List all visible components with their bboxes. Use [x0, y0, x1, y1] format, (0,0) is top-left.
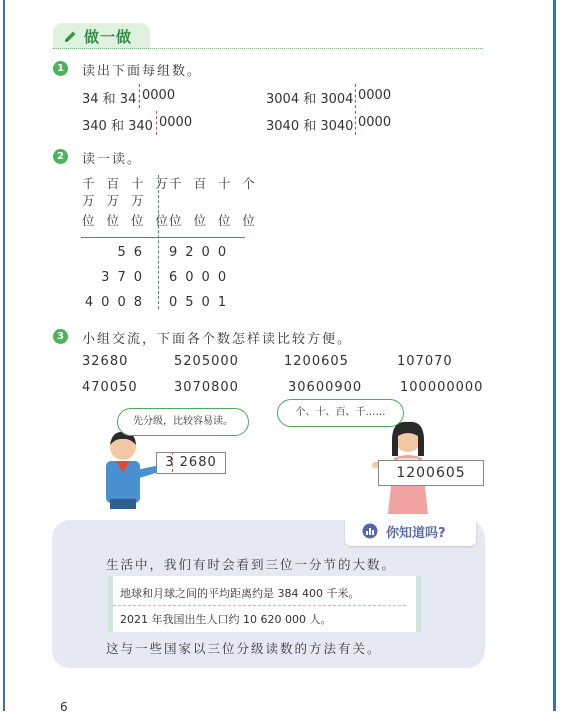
bar-chart-icon [362, 523, 378, 539]
place-suffix-row: 位 位 位 位 [169, 213, 259, 228]
q1-split-mark [355, 84, 356, 108]
fact-births: 2021 年我国出生人口约 10 620 000 人。 [120, 613, 332, 626]
q1-split-mark [139, 84, 140, 108]
wan-digits: 56 [117, 245, 150, 260]
info-intro: 生活中，我们有时会看到三位一分节的大数。 [106, 557, 397, 572]
page-border-right [553, 0, 556, 711]
q2-prompt: 读一读。 [82, 152, 143, 167]
q3-number: 5205000 [174, 354, 239, 369]
q1-item-right: 0000 [358, 115, 392, 130]
q3-number: 1200605 [284, 354, 349, 369]
scroll-divider [113, 605, 406, 606]
ge-level-header [169, 175, 259, 229]
q1-split-mark [355, 111, 356, 135]
q1-split-mark [156, 111, 157, 135]
q1-item-right: 0000 [159, 115, 193, 130]
did-you-know-label: 你知道吗? [386, 526, 446, 541]
wan-digits: 4008 [84, 295, 150, 310]
q3-number: 30600900 [288, 380, 363, 395]
ge-digits: 0501 [169, 295, 235, 310]
q3-number: 470050 [82, 380, 138, 395]
q1-item-left: 3004 和 3004 [266, 92, 354, 107]
q3-number: 3070800 [174, 380, 239, 395]
place-names-row: 千 百 十 万 [82, 176, 172, 191]
ge-digits: 9200 [169, 245, 235, 260]
level-divider [158, 175, 159, 309]
q1-item-right: 0000 [358, 88, 392, 103]
q1-item-left: 34 和 34 [82, 92, 137, 107]
q1-item-left: 3040 和 3040 [266, 119, 354, 134]
question-number-3: 3 [53, 329, 68, 344]
ge-digits: 6000 [169, 270, 235, 285]
section-title: 做一做 [84, 28, 133, 46]
page-border-left [3, 0, 5, 711]
card-split-mark [172, 452, 173, 472]
place-names-row: 万 万 万 [82, 193, 148, 208]
girl-speech-bubble: 个、十、百、千…… [277, 399, 404, 427]
pencil-icon [62, 29, 78, 45]
header-divider [53, 48, 483, 49]
q3-prompt: 小组交流，下面各个数怎样读比较方便。 [82, 332, 353, 347]
fact-earth-moon: 地球和月球之间的平均距离约是 384 400 千米。 [120, 587, 360, 600]
boy-number-card: 3 2680 [156, 452, 226, 474]
place-value-table-rule [81, 237, 245, 238]
q1-item-right: 0000 [142, 88, 176, 103]
q1-item-left: 340 和 340 [82, 119, 153, 134]
q3-number: 107070 [397, 354, 453, 369]
question-number-2: 2 [53, 149, 68, 164]
boy-speech-bubble: 先分级，比较容易读。 [117, 408, 249, 436]
question-number-1: 1 [53, 61, 68, 76]
place-names-row: 千 百 十 个 [169, 176, 259, 191]
page-number: 6 [60, 700, 68, 714]
q1-prompt: 读出下面每组数。 [82, 64, 203, 79]
wan-digits: 370 [101, 270, 150, 285]
q3-number: 32680 [82, 354, 129, 369]
info-outro: 这与一些国家以三位分级读数的方法有关。 [106, 641, 382, 656]
place-names-row [169, 192, 259, 209]
place-suffix-row: 位 位 位 位 [82, 213, 172, 228]
q3-number: 100000000 [400, 380, 484, 395]
girl-number-card: 1200605 [378, 460, 484, 486]
